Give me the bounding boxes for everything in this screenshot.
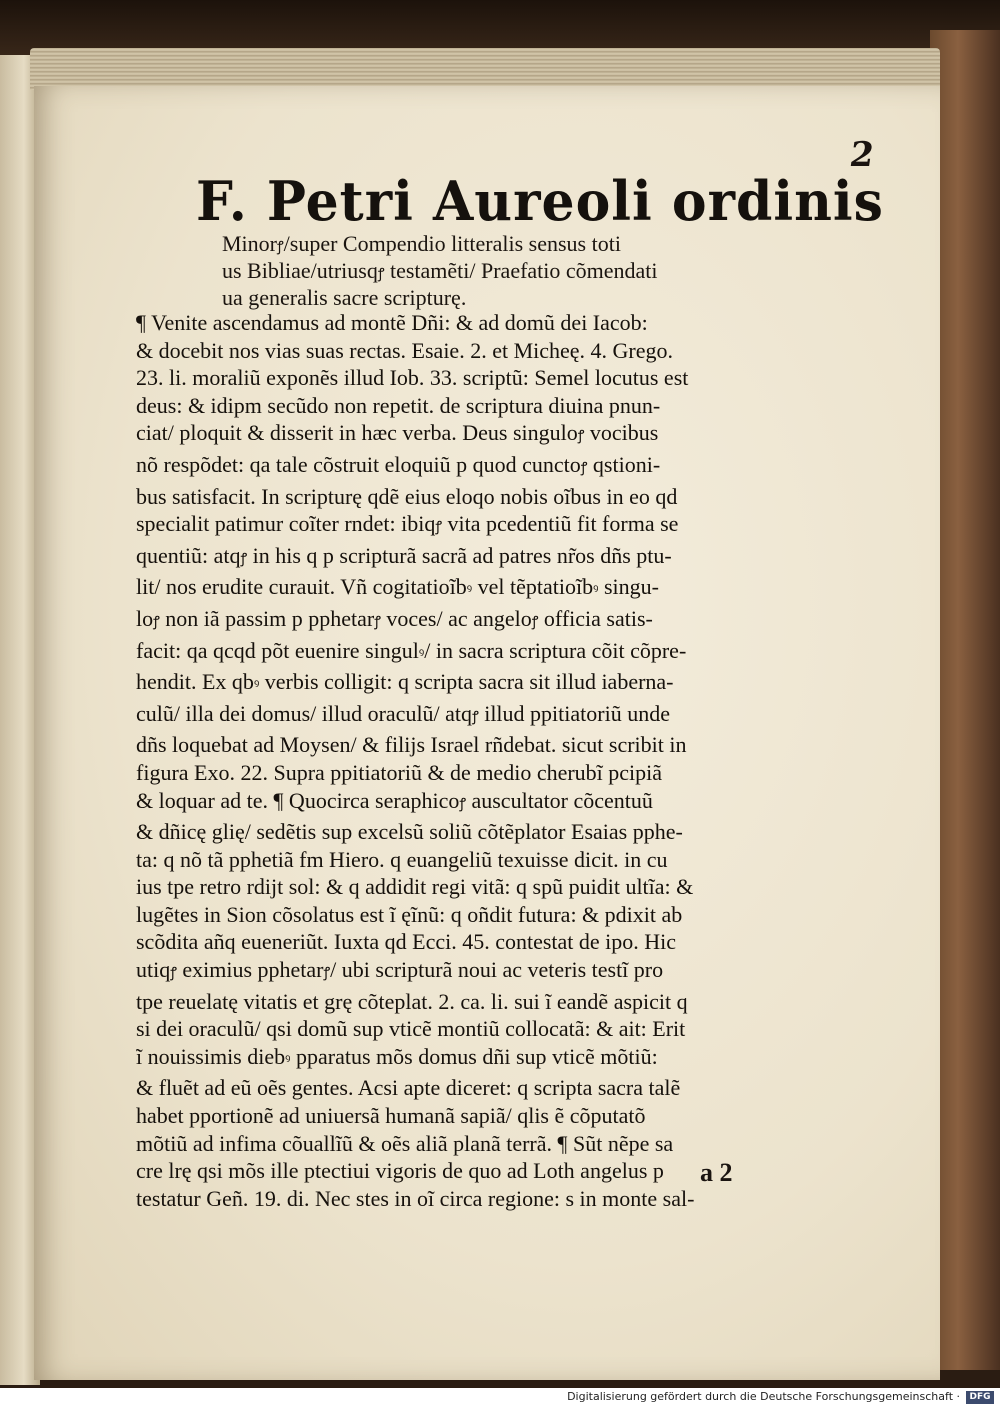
body-line: 23. li. moraliũ exponẽs illud Iob. 33. scriptũ: Semel locutus est (136, 365, 689, 391)
body-line: specialit patimur coĩter rndet: ibiqꝭ vita pcedentiũ fit forma se (136, 511, 679, 537)
body-line: si dei oraculũ/ qsi domũ sup vticẽ montiũ collocatã: & ait: Erit (136, 1016, 686, 1042)
handwritten-page-number: 2 (847, 135, 877, 175)
body-line: culũ/ illa dei domus/ illud oraculũ/ atqꝭ illud ppitiatoriũ unde (136, 700, 670, 726)
body-line: figura Exo. 22. Supra ppitiatoriũ & de medio cherubĩ pcipiã (136, 759, 663, 785)
body-line: bus satisfacit. In scripturę qdẽ eius eloqo nobis oĩbus in eo qd (136, 483, 678, 509)
body-line: & docebit nos vias suas rectas. Esaie. 2. et Micheę. 4. Grego. (136, 337, 674, 363)
subtitle-line: Minorꝭ/super Compendio litteralis sensus toti (222, 231, 621, 256)
body-line: ¶ Venite ascendamus ad montẽ Dñi: & ad domũ dei Iacob: (136, 310, 648, 335)
page-subtitle (222, 232, 782, 309)
body-line: facit: qa qcqd põt euenire singulꝰ/ in sacra scriptura cõit cõpre- (136, 637, 687, 663)
book-cover-edge (930, 30, 1000, 1370)
body-line: & dñicę glię/ sedẽtis sup excelsũ soliũ cõtẽplator Esaias pphe- (136, 819, 683, 845)
body-line: testatur Geñ. 19. di. Nec stes in oĩ circa regione: s in monte sal- (136, 1185, 695, 1211)
footer-bar (0, 1388, 1000, 1408)
body-line: lit/ nos erudite curauit. Vñ cogitatioĩbꝰ vel tẽptatioĩbꝰ singu- (136, 574, 659, 600)
page-block-edges (30, 48, 940, 90)
body-line: ciat/ ploquit & disserit in hæc verba. Deus singuloꝭ vocibus (136, 420, 659, 446)
body-line: habet pportionẽ ad uniuersã humanã sapiã/ qlis ẽ cõputatõ (136, 1103, 646, 1129)
subtitle-line: us Bibliae/utriusqꝭ testamẽti/ Praefatio cõmendati (222, 258, 658, 283)
body-line: quentiũ: atqꝭ in his q p scripturã sacrã ad patres nr̃os dñs ptu- (136, 542, 672, 568)
body-line: & loquar ad te. ¶ Quocirca seraphicoꝭ auscultator cõcentuũ (136, 787, 653, 813)
body-line: & fluẽt ad eũ oẽs gentes. Acsi apte diceret: q scripta sacra talẽ (136, 1075, 681, 1101)
body-text (136, 309, 776, 1212)
body-line: mõtiũ ad infima cõuallĩũ & oẽs aliã planã terrã. ¶ Sũt nẽpe sa (136, 1130, 674, 1156)
body-line: loꝭ non iã passim p pphetarꝭ voces/ ac angeloꝭ officia satis- (136, 605, 653, 631)
footer-credit: Digitalisierung gefördert durch die Deutsche Forschungsgemeinschaft · (567, 1390, 960, 1403)
body-line: nõ respõdet: qa tale cõstruit eloquiũ p quod cunctoꝭ qstioni- (136, 451, 661, 477)
signature-mark: a 2 (700, 1158, 733, 1187)
body-line: ius tpe retro rdijt sol: & q addidit regi vitã: q spũ puidit ultĩa: & (136, 874, 694, 900)
subtitle-line: ua generalis sacre scripturę. (222, 285, 467, 310)
body-line: utiqꝭ eximius pphetarꝭ/ ubi scripturã noui ac veteris testĩ pro (136, 957, 664, 983)
body-line: lugẽtes in Sion cõsolatus est ĩ ęĩnũ: q oñdit futura: & pdixit ab (136, 901, 683, 927)
body-line: hendit. Ex qbꝰ verbis colligit: q scripta sacra sit illud iaberna- (136, 669, 674, 695)
body-line: cre lrę qsi mõs ille ptectiui vigoris de quo ad Loth angelus p (136, 1158, 664, 1184)
page-title: F. Petri Aureoli ordinis (196, 169, 884, 234)
dfg-logo: DFG (966, 1391, 994, 1404)
body-line: ta: q nõ tã pphetiã fm Hiero. q euangeliũ texuisse dicit. in cu (136, 846, 668, 872)
body-line: ĩ nouissimis diebꝰ pparatus mõs domus dñi sup vticẽ mõtiũ: (136, 1043, 658, 1069)
body-line: dñs loquebat ad Moysen/ & filijs Israel rñdebat. sicut scribit in (136, 732, 687, 758)
body-line: tpe reuelatę vitatis et grę cõteplat. 2. ca. li. sui ĩ eandẽ aspicit q (136, 988, 688, 1014)
body-line: scõdita añq eueneriũt. Iuxta qd Ecci. 45. contestat de ipo. Hic (136, 929, 677, 955)
body-line: deus: & idipm secũdo non repetit. de scriptura diuina pnun- (136, 392, 661, 418)
